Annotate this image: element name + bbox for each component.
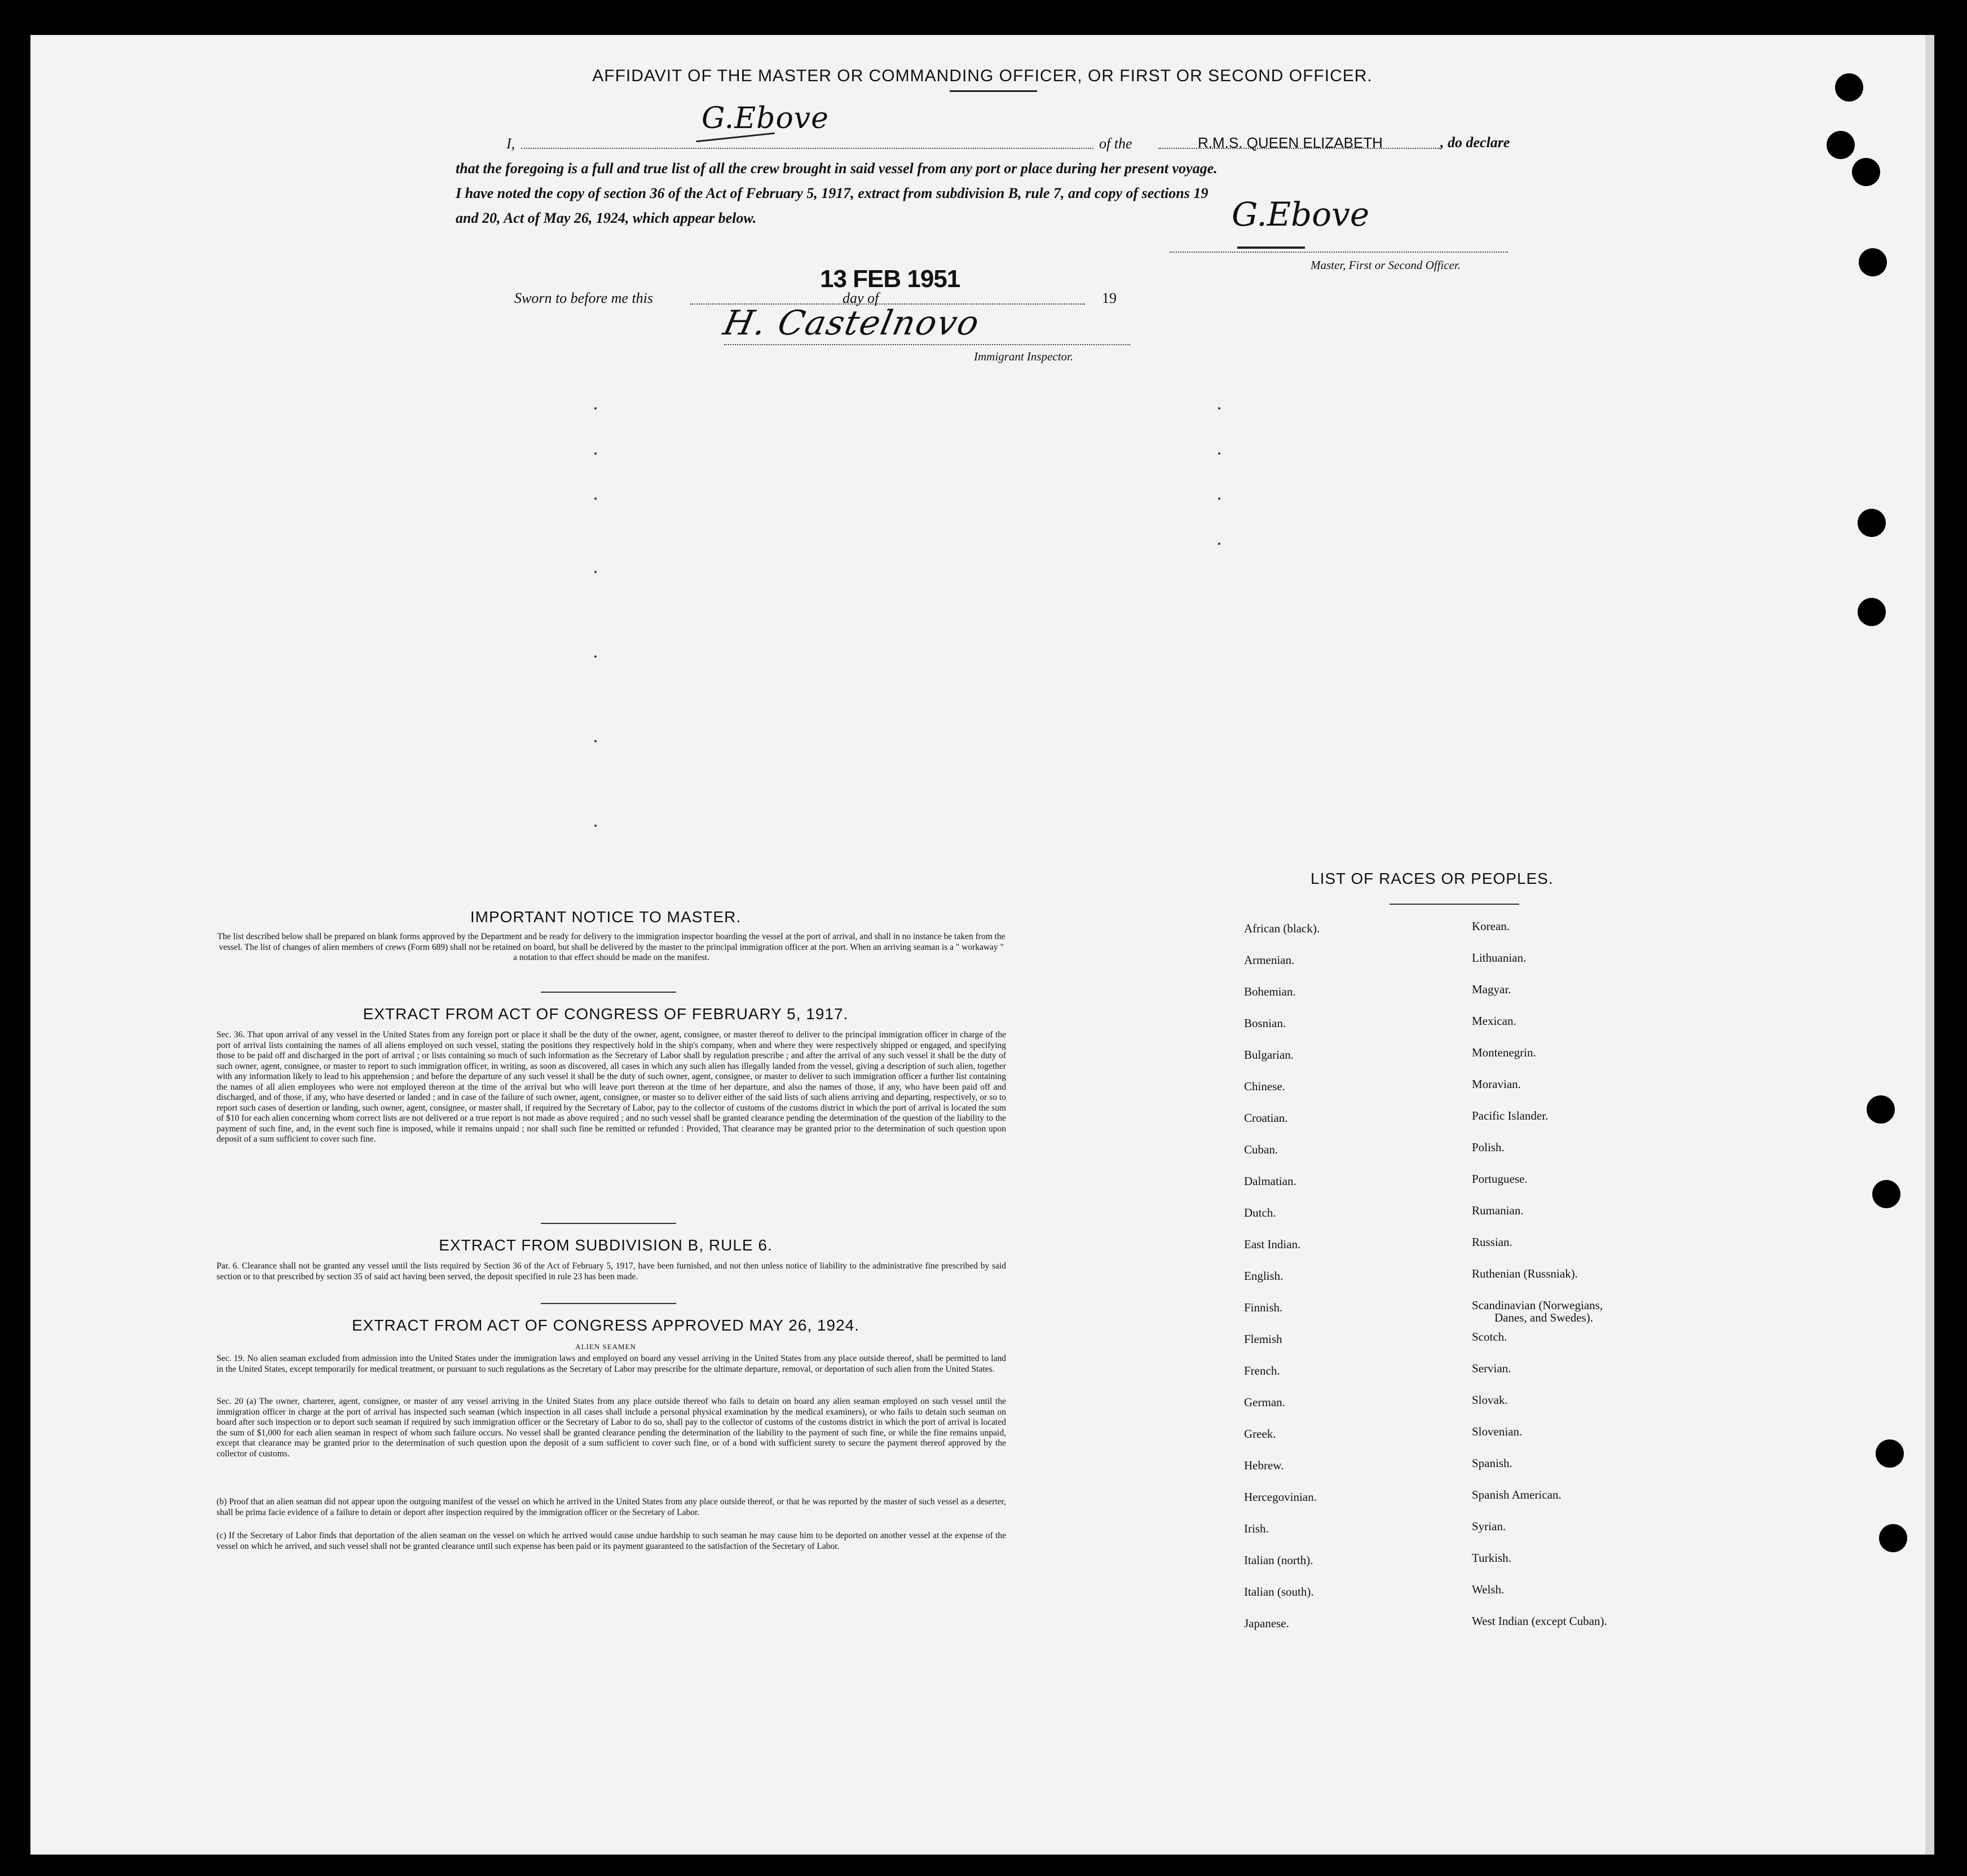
rule6-heading: EXTRACT FROM SUBDIVISION B, RULE 6.	[439, 1236, 773, 1254]
race-item: African (black).	[1244, 922, 1320, 935]
master-signature-stroke	[1237, 246, 1305, 249]
divider	[541, 1303, 676, 1304]
margin-mark	[1218, 543, 1220, 545]
page-edge	[1925, 35, 1934, 1855]
notice-heading: IMPORTANT NOTICE TO MASTER.	[470, 908, 742, 926]
margin-mark	[1218, 497, 1220, 500]
race-item: Armenian.	[1244, 953, 1295, 967]
race-item: Dalmatian.	[1244, 1174, 1296, 1188]
affidavit-line-3: I have noted the copy of section 36 of the Act of February 5, 1917, extract from subdivision B, rule 7, and copy of sections 19	[456, 185, 1209, 201]
margin-mark	[594, 825, 597, 827]
title-underline	[950, 90, 1037, 92]
rule6-body: Par. 6. Clearance shall not be granted any vessel until the lists required by Section 36 of the Act of February 5, 1917, have been furnished, and not then unless notice of liability to the administrative fine prescribed by said section or to that prescribed by section 35 of said act having been served, the deposit specified in rule 23 has been made.	[217, 1261, 1006, 1282]
race-item: English.	[1244, 1269, 1284, 1283]
punch-hole-icon	[1879, 1524, 1907, 1552]
affidavit-declare: , do declare	[1440, 134, 1510, 151]
margin-mark	[594, 740, 597, 742]
day-of-label: day of	[843, 290, 879, 306]
race-item: Bulgarian.	[1244, 1048, 1294, 1062]
race-item: Rumanian.	[1472, 1204, 1524, 1217]
race-item: Moravian.	[1472, 1077, 1521, 1091]
year-prefix: 19	[1102, 290, 1117, 306]
race-item: Bosnian.	[1244, 1016, 1286, 1030]
affidavit-line-2: that the foregoing is a full and true list of all the crew brought in said vessel from any port or place during her present voyage.	[456, 160, 1218, 177]
punch-hole-icon	[1858, 509, 1886, 537]
punch-hole-icon	[1876, 1439, 1904, 1468]
extract-1917-heading: EXTRACT FROM ACT OF CONGRESS OF FEBRUARY 5, 1917.	[363, 1005, 849, 1023]
race-item: Hercegovinian.	[1244, 1490, 1317, 1504]
race-item: Dutch.	[1244, 1206, 1276, 1219]
punch-hole-icon	[1827, 131, 1855, 159]
race-item: Polish.	[1472, 1140, 1505, 1154]
race-item: Ruthenian (Russniak).	[1472, 1267, 1578, 1280]
race-item: Pacific Islander.	[1472, 1109, 1549, 1122]
race-item: Chinese.	[1244, 1080, 1285, 1093]
race-item: Russian.	[1472, 1235, 1512, 1249]
margin-mark	[1218, 407, 1220, 409]
margin-mark	[594, 452, 597, 455]
extract-1924-subheading: ALIEN SEAMEN	[575, 1342, 636, 1351]
punch-hole-icon	[1858, 598, 1886, 626]
race-item: Irish.	[1244, 1522, 1269, 1535]
race-item: Magyar.	[1472, 983, 1511, 996]
race-item: Flemish	[1244, 1332, 1282, 1346]
race-item: East Indian.	[1244, 1238, 1301, 1251]
affidavit-line-4: and 20, Act of May 26, 1924, which appear below.	[456, 210, 757, 226]
race-item: Montenegrin.	[1472, 1046, 1536, 1059]
extract-1917-body: Sec. 36. That upon arrival of any vessel in the United States from any foreign port or place it shall be the duty of the owner, agent, consignee, or master thereof to deliver to the principal immigration officer in charge of the port of arrival lists containing the names of all aliens employed on such vessel, stating the positions they respectively hold in the ship's company, when and where they were respectively shipped or engaged, and specifying those to be paid off and discharged in the port of arrival ; or lists containing so much of such information as the Secretary of Labor shall by regulation prescribe ; and after the arrival of any such vessel it shall be the duty of such owner, agent, consignee, or master to report to such immigration officer, in writing, as soon as discovered, all cases in which any such alien has illegally landed from the vessel, giving a description of such alien, together with any information likely to lead to his apprehension ; and before the departure of any such vessel it shall be the duty of such owner, agent, consignee, or master to deliver to such immigration officer a further list containing the names of all alien employees who were not employed thereon at the time of the arrival but who will leave port thereon at the time of her departure, and also the names of those, if any, who have been paid off and discharged, and of those, if any, who have deserted or landed ; and in case of the failure of such owner, agent, consignee, or master so to deliver either of the said lists of such aliens arriving and departing, respectively, or so to report such cases of desertion or landing, such owner, agent, consignee, or master shall, if required by the Secretary of Labor, pay to the collector of customs of the customs district in which the port of arrival is located the sum of $10 for each alien concerning whom correct lists are not delivered or a true report is not made as above required ; and no such vessel shall be granted clearance pending the determination of the question of the liability to the payment of such fine, and, in the event such fine is imposed, while it remains unpaid ; nor shall such fine be remitted or refunded : Provided, That clearance may be granted prior to the determination of such question upon deposit of a sum sufficient to cover such fine.	[217, 1030, 1006, 1144]
divider	[541, 1223, 676, 1224]
race-item: Welsh.	[1472, 1583, 1505, 1596]
master-caption: Master, First or Second Officer.	[1311, 258, 1461, 272]
race-item: German.	[1244, 1395, 1285, 1409]
race-item: Slovenian.	[1472, 1425, 1523, 1438]
punch-hole-icon	[1872, 1180, 1900, 1208]
race-item: Cuban.	[1244, 1143, 1278, 1156]
races-heading: LIST OF RACES OR PEOPLES.	[1311, 870, 1554, 887]
race-item: Korean.	[1472, 919, 1510, 933]
race-item: Italian (south).	[1244, 1585, 1314, 1598]
race-item: Bohemian.	[1244, 985, 1296, 998]
extract-1924-sec20a: Sec. 20 (a) The owner, charterer, agent, consignee, or master of any vessel arriving in the United States from any place outside thereof who fails to detain on board any alien seaman employed on such vessel until the immigration officer in charge at the port of arrival has inspected such seaman (which inspection in all cases shall include a personal physical examination by the medical examiners), or who fails to detain such seaman on board after such inspection or to deport such seaman if required by such immigration officer or the Secretary of Labor to do so, shall pay to the collector of customs of the customs district in which the port of arrival is located the sum of $1,000 for each alien seaman in respect of whom such failure occurs. No vessel shall be granted clearance pending the determination of the liability to the payment of such fine, or while the fine remains unpaid, except that clearance may be granted prior to the determination of such question upon the deposit of a sum sufficient to cover such fine, or of a bond with sufficient surety to secure the payment thereof approved by the collector of customs.	[217, 1397, 1006, 1459]
extract-1924-sec19: Sec. 19. No alien seaman excluded from admission into the United States under the immigration laws and employed on board any vessel arriving in the United States from any place outside thereof, shall be permitted to land in the United States, except temporarily for medical treatment, or pursuant to such regulations as the Secretary of Labor may prescribe for the ultimate departure, removal, or deportation of such alien from the United States.	[217, 1354, 1006, 1374]
affidavit-title: AFFIDAVIT OF THE MASTER OR COMMANDING OFFICER, OR FIRST OR SECOND OFFICER.	[592, 67, 1373, 85]
signature-top: G.Ebove	[702, 102, 829, 135]
race-item: Italian (north).	[1244, 1553, 1313, 1567]
margin-mark	[594, 655, 597, 658]
margin-mark	[594, 497, 597, 500]
race-item: Lithuanian.	[1472, 951, 1527, 965]
race-item: Portuguese.	[1472, 1172, 1528, 1186]
race-item: Danes, and Swedes).	[1494, 1311, 1593, 1324]
race-item: Scandinavian (Norwegians,	[1472, 1298, 1603, 1312]
margin-mark	[1218, 452, 1220, 455]
margin-mark	[594, 407, 597, 409]
date-stamp: 13 FEB 1951	[820, 265, 960, 293]
race-item: French.	[1244, 1364, 1280, 1377]
inspector-caption: Immigrant Inspector.	[974, 350, 1074, 363]
signature-inspector: H. Castelnovo	[720, 303, 984, 343]
race-item: Japanese.	[1244, 1617, 1289, 1630]
affidavit-i: I,	[506, 135, 515, 152]
race-item: Syrian.	[1472, 1520, 1506, 1533]
races-underline	[1390, 904, 1519, 905]
inspector-signature-line	[724, 344, 1130, 345]
sworn-label: Sworn to before me this	[514, 290, 654, 306]
divider	[541, 992, 676, 993]
race-item: Hebrew.	[1244, 1459, 1284, 1472]
race-item: Spanish.	[1472, 1456, 1512, 1470]
signature-master: G.Ebove	[1232, 195, 1370, 234]
affidavit-of-the: of the	[1099, 135, 1132, 152]
manifest-page	[30, 35, 1934, 1855]
name-blank	[521, 148, 1093, 149]
race-item: Turkish.	[1472, 1551, 1511, 1565]
notice-body: The list described below shall be prepared on blank forms approved by the Department and be ready for delivery to the immigration inspector boarding the vessel at the port of arrival, and shall in no instance be taken from the vessel. The list of changes of alien members of crews (Form 689) shall not be retained on board, but shall be delivered by the master to the principal immigration officer at the port. When an arriving seaman is a " workaway " a notation to that effect should be made on the manifest.	[217, 932, 1005, 962]
master-signature-line	[1170, 252, 1508, 253]
race-item: Spanish American.	[1472, 1488, 1562, 1501]
race-item: Slovak.	[1472, 1393, 1508, 1407]
extract-1924-heading: EXTRACT FROM ACT OF CONGRESS APPROVED MAY 26, 1924.	[351, 1316, 860, 1334]
extract-1924-sec20c: (c) If the Secretary of Labor finds that deportation of the alien seaman on the vessel on which he arrived would cause undue hardship to such seaman he may cause him to be deported on another vessel at the expense of the vessel on which he arrived, and such vessel shall not be granted clearance until such expense has been paid or its payment guaranteed to the satisfaction of the Secretary of Labor.	[217, 1531, 1006, 1551]
race-item: Greek.	[1244, 1427, 1276, 1441]
race-item: Finnish.	[1244, 1301, 1283, 1314]
race-item: Croatian.	[1244, 1111, 1288, 1125]
race-item: Scotch.	[1472, 1330, 1507, 1344]
punch-hole-icon	[1867, 1095, 1895, 1124]
margin-mark	[594, 571, 597, 573]
punch-hole-icon	[1852, 158, 1880, 186]
extract-1924-sec20b: (b) Proof that an alien seaman did not appear upon the outgoing manifest of the vessel on which he arrived in the United States from any place outside thereof, or that he was reported by the master of such vessel as a deserter, shall be prima facie evidence of a failure to detain or deport after inspection required by the immigration officer or the Secretary of Labor.	[217, 1497, 1006, 1517]
race-item: Mexican.	[1472, 1014, 1516, 1028]
race-item: West Indian (except Cuban).	[1472, 1614, 1607, 1628]
punch-hole-icon	[1835, 73, 1863, 102]
race-item: Servian.	[1472, 1362, 1511, 1375]
punch-hole-icon	[1859, 248, 1887, 276]
vessel-name: R.M.S. QUEEN ELIZABETH	[1198, 134, 1383, 151]
